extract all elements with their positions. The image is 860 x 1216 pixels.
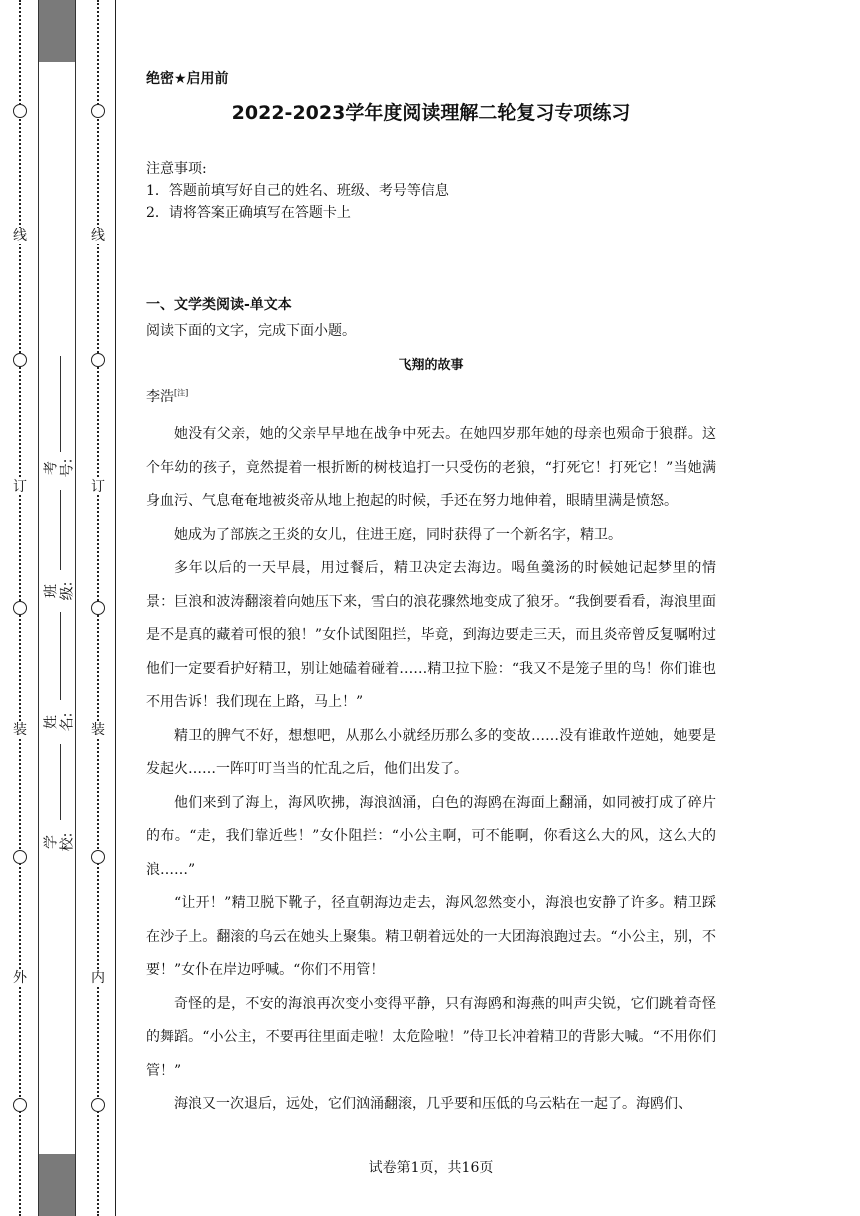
secret-label: 绝密★启用前 xyxy=(146,71,229,87)
notes-heading: 注意事项: xyxy=(146,161,207,177)
outer-mark-ding: 订 xyxy=(10,479,30,495)
binding-circle xyxy=(13,1098,27,1112)
gray-block-top xyxy=(39,0,75,62)
inner-mark-zhuang: 装 xyxy=(88,722,108,738)
story-author xyxy=(146,386,188,406)
binding-circle xyxy=(91,353,105,367)
binding-circle xyxy=(13,104,27,118)
inner-mark-ding: 订 xyxy=(88,479,108,495)
story-paragraph: 精卫的脾气不好，想想吧，从那么小就经历那么多的变故……没有谁敢忤逆她，她要是发起火……一阵叮叮当当的忙乱之后，他们出发了。 xyxy=(146,727,716,777)
binding-circle xyxy=(13,850,27,864)
section-title: 一、文学类阅读-单文本 xyxy=(146,297,292,313)
name-line[interactable] xyxy=(60,612,62,700)
story-paragraph: “让开！”精卫脱下靴子，径直朝海边走去，海风忽然变小，海浪也安静了许多。精卫踩在沙子上。翻滚的乌云在她头上聚集。精卫朝着远处的一大团海浪跑过去。“小公主，别，不要！”女仆在岸边呼喊。“你们不用管！ xyxy=(146,895,716,978)
binding-circle xyxy=(13,601,27,615)
author-note-marker[interactable]: [注] xyxy=(174,388,189,398)
story-paragraph: 她没有父亲，她的父亲早早地在战争中死去。在她四岁那年她的母亲也殒命于狼群。这个年幼的孩子，竟然提着一根折断的树枝追打一只受伤的老狼，“打死它！打死它！”当她满身血污、气息奄奄地被炎帝从地上抱起的时候，手还在努力地伸着，眼睛里满是愤怒。 xyxy=(146,426,716,509)
story-paragraph: 多年以后的一天早晨，用过餐后，精卫决定去海边。喝鱼羹汤的时候她记起梦里的情景：巨浪和波涛翻滚着向她压下来，雪白的浪花骤然地变成了狼牙。“我倒要看看，海浪里面是不是真的藏着可恨的狼！”女仆试图阻拦，毕竟，到海边要走三天，而且炎帝曾反复嘱咐过他们一定要看护好精卫，别让她磕着碰着……精卫拉下脸：“我又不是笼子里的鸟！你们谁也不用告诉！我们现在上路，马上！” xyxy=(146,560,716,710)
school-line[interactable] xyxy=(60,744,62,820)
outer-mark-wai: 外 xyxy=(10,970,30,986)
author-name: 李浩 xyxy=(146,389,174,405)
story-paragraph: 奇怪的是，不安的海浪再次变小变得平静，只有海鸥和海燕的叫声尖锐，它们跳着奇怪的舞蹈。“小公主，不要再往里面走啦！太危险啦！”侍卫长冲着精卫的背影大喊。“不用你们管！” xyxy=(146,995,716,1079)
class-line[interactable] xyxy=(60,490,62,570)
outer-mark-zhuang: 装 xyxy=(10,722,30,738)
story-paragraph: 他们来到了海上，海风吹拂，海浪汹涌，白色的海鸥在海面上翻涌，如同被打成了碎片的布。“走，我们靠近些！”女仆阻拦：“小公主啊，可不能啊，你看这么大的风，这么大的浪……” xyxy=(146,794,716,878)
student-info-band xyxy=(38,0,76,1216)
school-label: 学校: xyxy=(50,826,66,858)
outer-mark-xian: 线 xyxy=(10,228,30,244)
story-title: 飞翔的故事 xyxy=(398,358,464,373)
gray-block-bottom xyxy=(39,1154,75,1216)
story-paragraph: 海浪又一次退后，远处，它们汹涌翻滚，几乎要和压低的乌云粘在一起了。海鸥们、 xyxy=(174,1096,692,1112)
inner-mark-nei: 内 xyxy=(88,970,108,986)
binding-edge-rule xyxy=(115,0,116,1216)
binding-circle xyxy=(13,353,27,367)
story-body xyxy=(146,418,716,1122)
page-title: 2022-2023学年度阅读理解二轮复习专项练习 xyxy=(231,102,631,124)
notes-block xyxy=(146,158,449,224)
section-instruction: 阅读下面的文字，完成下面小题。 xyxy=(146,323,356,339)
binding-circle xyxy=(91,850,105,864)
binding-circle xyxy=(91,1098,105,1112)
class-label: 班级: xyxy=(50,575,66,607)
page-footer: 试卷第1页，共16页 xyxy=(368,1160,494,1176)
binding-circle xyxy=(91,601,105,615)
notes-item: 2．请将答案正确填写在答题卡上 xyxy=(146,205,351,221)
notes-item: 1．答题前填写好自己的姓名、班级、考号等信息 xyxy=(146,183,449,199)
exam-no-line[interactable] xyxy=(60,356,62,452)
binding-circle xyxy=(91,104,105,118)
story-paragraph: 她成为了部族之王炎的女儿，住进王庭，同时获得了一个新名字，精卫。 xyxy=(174,526,622,543)
name-label: 姓名: xyxy=(50,706,66,738)
binding-outer-column xyxy=(0,0,40,1216)
exam-no-label: 考号: xyxy=(50,452,66,484)
inner-mark-xian: 线 xyxy=(88,228,108,244)
binding-inner-column xyxy=(78,0,116,1216)
